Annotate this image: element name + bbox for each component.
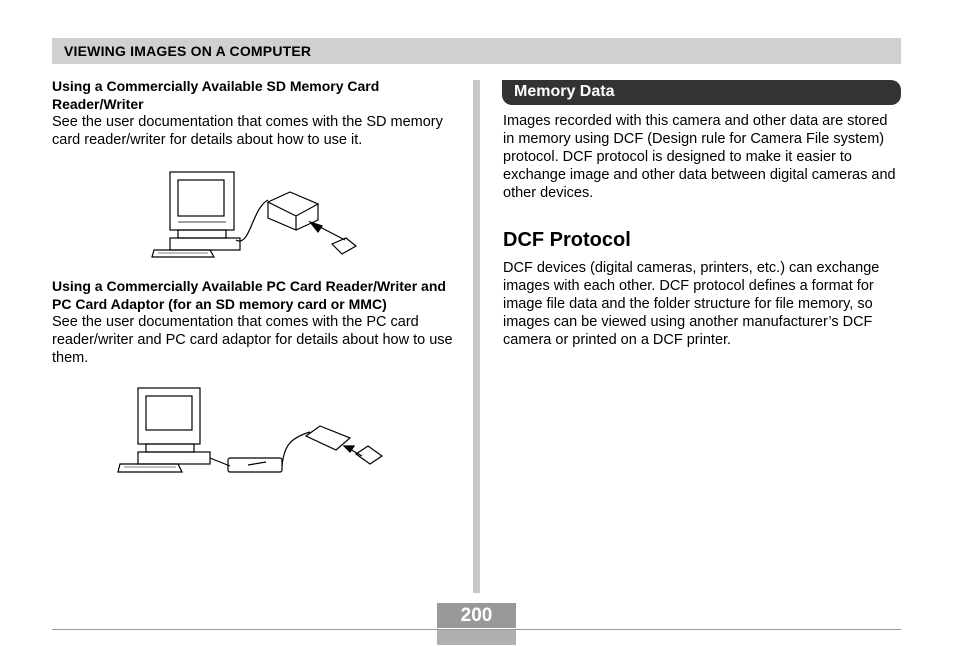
memory-data-heading-bar xyxy=(502,80,901,105)
pc-reader-body: See the user documentation that comes with the PC card reader/writer and PC card adaptor for details about how to use them. xyxy=(52,314,453,366)
pc-reader-section xyxy=(52,277,457,367)
pc-reader-heading: Using a Commercially Available PC Card Reader/Writer and PC Card Adaptor (for an SD memory card or MMC) xyxy=(52,278,446,312)
memory-data-body: Images recorded with this camera and other data are stored in memory using DCF (Design rule for Camera File system) protocol. DCF protocol is designed to make it easier to exchange image and other data between digital cameras and other devices. xyxy=(503,113,896,201)
sd-reader-heading: Using a Commercially Available SD Memory Card Reader/Writer xyxy=(52,78,380,112)
header-bar xyxy=(52,38,901,64)
sd-reader-illustration xyxy=(150,168,370,263)
page-number-box xyxy=(437,603,516,645)
memory-data-heading: Memory Data xyxy=(514,83,615,100)
column-divider xyxy=(473,80,480,593)
sd-reader-section xyxy=(52,77,457,149)
dcf-protocol-body: DCF devices (digital cameras, printers, etc.) can exchange images with each other. DCF protocol defines a format for image file data and the folder structure for file memory, so images can be viewed using another manufacturer’s DCF camera or printed on a DCF printer. xyxy=(503,260,880,348)
pc-reader-illustration xyxy=(116,386,386,478)
sd-reader-body: See the user documentation that comes with the SD memory card reader/writer for details about how to use it. xyxy=(52,114,443,148)
dcf-protocol-heading: DCF Protocol xyxy=(503,229,631,251)
page-number: 200 xyxy=(460,605,493,626)
section-title: VIEWING IMAGES ON A COMPUTER xyxy=(64,43,312,59)
